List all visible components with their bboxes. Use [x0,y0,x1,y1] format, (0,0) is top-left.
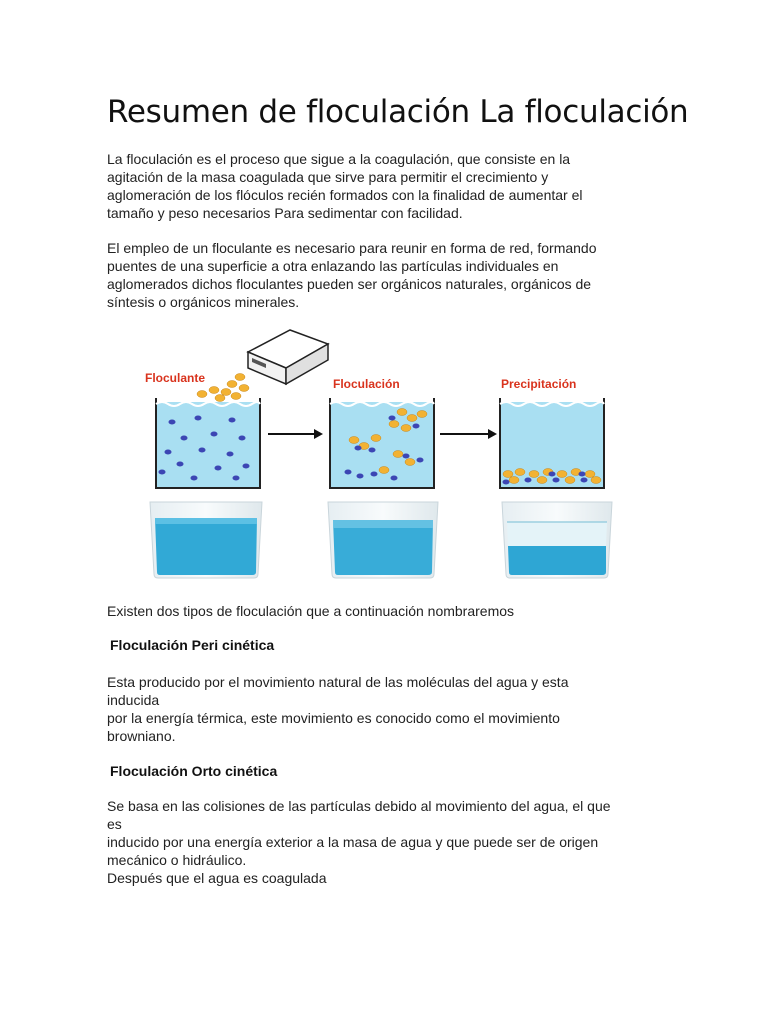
text-line: aglomeración de los flóculos recién formados con la finalidad de aumentar el [107,187,583,203]
text-line: síntesis o orgánicos minerales. [107,294,300,310]
tipos-intro: Existen dos tipos de floculación que a continuación nombraremos [107,603,515,619]
beaker-precipitated [502,502,612,578]
orto-paragraph [107,797,647,887]
text-line: inducido por una energía exterior a la masa de agua y que puede ser de origen [107,834,599,850]
text-line: agitación de la masa coagulada que sirve para permitir el crecimiento y [107,169,549,185]
text-line: es [107,816,122,832]
text-line: mecánico o hidráulico. [107,852,247,868]
text-line: browniano. [107,728,176,744]
heading-orto-cinetica: Floculación Orto cinética [110,763,278,779]
text-line: inducida [107,692,160,708]
flocculation-diagram [140,322,620,584]
label-precipitacion: Precipitación [501,377,577,391]
label-floculacion: Floculación [333,377,400,391]
text-line: Se basa en las colisiones de las partículas debido al movimiento del agua, el que [107,798,611,814]
label-floculante: Floculante [145,371,206,385]
text-line: El empleo de un floculante es necesario para reunir en forma de red, formando [107,240,597,256]
heading-peri-cinetica: Floculación Peri cinética [110,637,275,653]
tank-floculante [156,398,260,488]
flocculant-box-icon [248,330,328,384]
floculante-paragraph [107,239,647,311]
text-line: aglomerados dichos floculantes pueden ser orgánicos naturales, orgánicos de [107,276,592,292]
document-title: Resumen de floculación La floculación [107,94,689,130]
arrow-right-icon [440,429,497,439]
text-line: puentes de una superficie a otra enlazando las partículas individuales en [107,258,559,274]
flocculation-illustration [140,322,620,584]
arrow-right-icon [268,429,323,439]
text-line: tamaño y peso necesarios Para sedimentar con facilidad. [107,205,463,221]
text-line: Después que el agua es coagulada [107,870,327,886]
text-line: Esta producido por el movimiento natural de las moléculas del agua y esta [107,674,569,690]
text-line: por la energía térmica, este movimiento es conocido como el movimiento [107,710,560,726]
peri-paragraph [107,673,647,745]
tank-floculacion [330,398,434,488]
beaker-dispersed [150,502,262,578]
tank-precipitacion [500,398,604,488]
beaker-flocculating [328,502,438,578]
text-line: La floculación es el proceso que sigue a la coagulación, que consiste en la [107,151,571,167]
intro-paragraph [107,150,647,222]
